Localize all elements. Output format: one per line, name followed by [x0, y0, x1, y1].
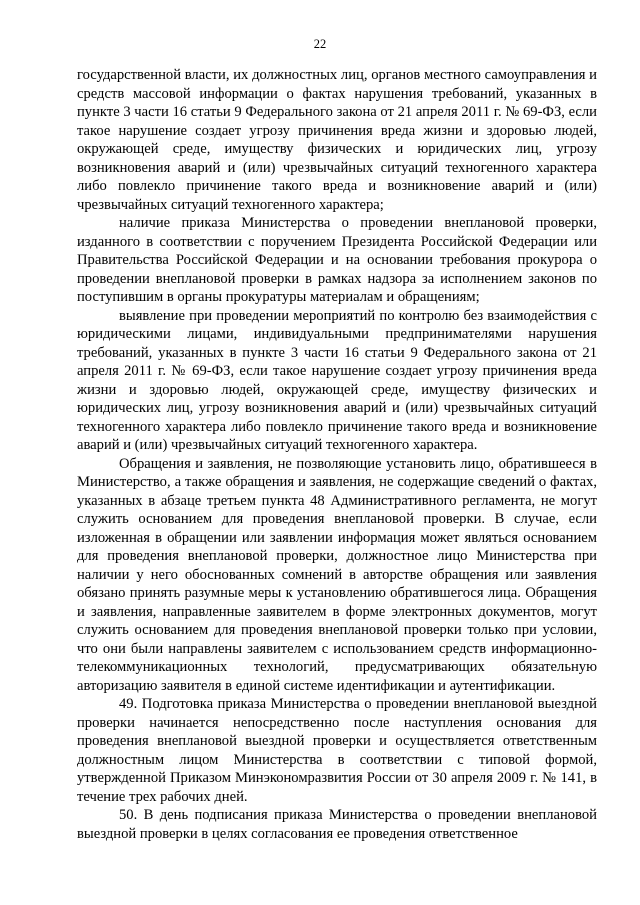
- paragraph-prosecutor-order: наличие приказа Министерства о проведении внеплановой проверки, изданного в соответствии с поручением Президента Российской Федерации или Правительства Российской Федерации и на основании требования прокурора о проведении внеплановой проверки в рамках надзора за исполнением законов по поступившим в органы прокуратуры материалам и обращениям;: [77, 215, 597, 305]
- paragraph-continuation: государственной власти, их должностных лиц, органов местного самоуправления и средств массовой информации о фактах нарушения требований, указанных в пункте 3 части 16 статьи 9 Федерального закона от 21 апреля 2011 г. № 69-ФЗ, если такое нарушение создает угрозу причинения вреда жизни и здоровью людей, окружающей среде, имуществу физических и юридических лиц, угрозу возникновения аварий и (или) чрезвычайных ситуаций техногенного характера либо повлекло причинение такого вреда и возникновение аварий и (или) чрезвычайных ситуаций техногенного характера;: [77, 67, 597, 213]
- paragraph-item-49: 49. Подготовка приказа Министерства о проведении внеплановой выездной проверки начинается непосредственно после наступления основания для проведения внеплановой выездной проверки и осуществляется ответственным должностным лицом Министерства в соответствии с типовой формой, утвержденной Приказом Минэкономразвития России от 30 апреля 2009 г. № 141, в течение трех рабочих дней.: [77, 696, 597, 805]
- document-body: [77, 66, 597, 843]
- paragraph-violation-detection: выявление при проведении мероприятий по контролю без взаимодействия с юридическими лицами, индивидуальными предпринимателями нарушения требований, указанных в пункте 3 части 16 статьи 9 Федерального закона от 21 апреля 2011 г. № 69-ФЗ, если такое нарушение создает угрозу причинения вреда жизни и здоровью людей, окружающей среде, имуществу физических и юридических лиц, угрозу возникновения аварий и (или) чрезвычайных ситуаций техногенного характера либо повлекло причинение такого вреда и возникновение аварий и (или) чрезвычайных ситуаций техногенного характера.: [77, 307, 597, 453]
- page-number: 22: [313, 37, 327, 51]
- paragraph-item-50: 50. В день подписания приказа Министерства о проведении внеплановой выездной проверки в целях согласования ее проведения ответственное: [77, 807, 597, 842]
- paragraph-appeals: Обращения и заявления, не позволяющие установить лицо, обратившееся в Министерство, а также обращения и заявления, не содержащие сведений о фактах, указанных в абзаце третьем пункта 48 Административного регламента, не могут служить основанием для проведения внеплановой проверки. В случае, если изложенная в обращении или заявлении информация может являться основанием для проведения внеплановой проверки, должностное лицо Министерства при наличии у него обоснованных сомнений в авторстве обращения или заявления обязано принять разумные меры к установлению обратившегося лица. Обращения и заявления, направленные заявителем в форме электронных документов, могут служить основанием для проведения внеплановой проверки только при условии, что они были направлены заявителем с использованием средств информационно-телекоммуникационных технологий, предусматривающих обязательную авторизацию заявителя в единой системе идентификации и аутентификации.: [77, 455, 597, 694]
